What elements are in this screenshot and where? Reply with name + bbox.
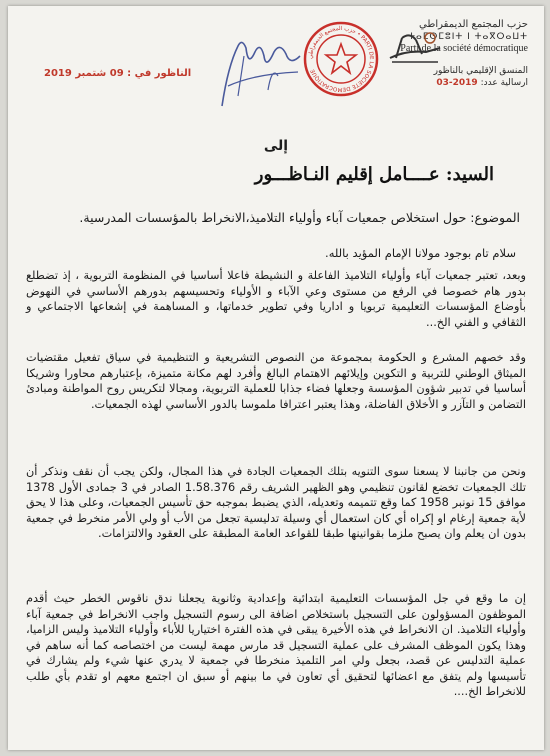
recipient-line: السيد: عــــامل إقليم النـاظـــور bbox=[254, 164, 494, 185]
letter-date: الناظور في : 09 شتمبر 2019 bbox=[44, 68, 192, 79]
svg-text:حزب المجتمع الديمقراطي • PARTI bbox=[308, 26, 374, 92]
body-paragraph-1: وبعد، تعتبر جمعيات آباء وأولياء التلاميذ الفاعلة و النشيطة فاعلا أساسيا في المنظومة التربوية ، إذ تضطلع بدور هام خصوصا في الرفع من مستوى وعي الآباء و الأولياء وتحسيسهم بدورهم الأساسي في النهوض بأوضاع المؤسسات التعليمية تربويا و اداريا وفي تطوير خدماتها، و المساهمة في إشعاعها الاجتماعي و الثقافي و الفني الخ... bbox=[26, 269, 526, 329]
party-name-french: Parti de la société démocratique bbox=[400, 43, 528, 54]
party-logo-icon bbox=[386, 28, 444, 68]
dispatch-reference bbox=[388, 77, 528, 89]
letter-page bbox=[8, 6, 544, 750]
party-name-arabic: حزب المجتمع الديمقراطي bbox=[419, 19, 528, 30]
coordination-label: المنسق الإقليمي بالناظور bbox=[433, 66, 528, 76]
dispatch-label: ارسالية عدد: bbox=[480, 78, 528, 88]
official-stamp-icon bbox=[302, 20, 380, 98]
signature-icon bbox=[208, 26, 308, 116]
to-label: إلى bbox=[263, 138, 289, 154]
subject-line: الموضوع: حول استخلاص جمعيات آباء وأولياء التلاميذ،الانخراط بالمؤسسات المدرسية. bbox=[79, 210, 520, 225]
body-paragraph-2: وقد خصهم المشرع و الحكومة بمجموعة من النصوص التشريعية و التنظيمية في سياق تفعيل مقتضيات الميثاق الوطني للتربية و التكوين وإيلائهم الاهتمام البالغ وأفرد لهم مكانة متميزة، بإعتبارهم محاورا وشريكا أساسيا في تدبير شؤون المؤسسة وجعلها فضاء جذابا للعملية التربوية، ومجالا لتكريس روح المواطنة ومبادئ التضامن و التآزر و الأخلاق الفاضلة، وهذا يعتبر اعترافا ملموسا بالدور الأساسي لهذه الجمعيات. bbox=[26, 351, 526, 411]
party-name-tifinagh: ⵜⴰⵎⵙⵎⵓⵏⵜ ⵏ ⵜⴰⴳⵔⴰⵡⵜ bbox=[408, 32, 528, 42]
body-paragraph-4: إن ما وقع في جل المؤسسات التعليمية ابتدائية وإعدادية وثانوية يجعلنا ندق ناقوس الخطر حيث أقدم الموظفون المسؤولون على التسجيل باستخلاص اضافة الى رسوم التسجيل واجب الانخراط في جمعية آباء وأولياء التلاميذ. ان الانخراط في هذه الأخيرة يبقى في هذه الفترة اختياريا للأباء وأولياء التلاميذ وليس الزاميا، وهذا يكون الموظف المشرف على عملية التسجيل قد مارس مهمة ليست من اختصاصه كما أنه ساهم في عملية التدليس عن قصد، بجعل ولي امر التلميذ منخرطا في جمعية لا يدري عنها شيء ولم يشارك في تأسيسها ولم يتفق مع اعضائها لتحقيق أي تعاون في ما بينهم أو سبق ان اجتمع معهم او تقدم بأي طلب للانخراط الخ.... bbox=[26, 592, 526, 698]
stamp-text: حزب المجتمع الديمقراطي • PARTI DE LA SOCIETE DEMOCRATIQUE bbox=[307, 25, 375, 93]
salutation: سلام تام بوجود مولانا الإمام المؤيد بالله. bbox=[325, 246, 516, 260]
dispatch-number: 2019-03 bbox=[436, 78, 478, 88]
body-paragraph-3: ونحن من جانبنا لا يسعنا سوى التنويه بتلك الجمعيات الجادة في هذا المجال، ولكن يجب أن نقف ونذكر أن تلك الجمعيات تخضع لقانون تنظيمي وهو الظهير الشريف رقم 1.58.376 الصادر في 3 جمادى الأول 1378 موافق 15 نونبر 1958 كما وقع تتميمه وتعديله، الذي يضبط بموجبه حق تأسيس الجمعيات، وعلى هذا لا يحق لأية جمعية إرغام او إكراه أي كان استعمال أي وسيلة تدليسية تجعل من الأب أو ولي الأمر منخرط في جمعية بدون ان يعلم وان يصبح ملزما بقوانينها طبقا للقواعد العامة المطبقة على العقود والالتزامات. bbox=[26, 465, 526, 540]
